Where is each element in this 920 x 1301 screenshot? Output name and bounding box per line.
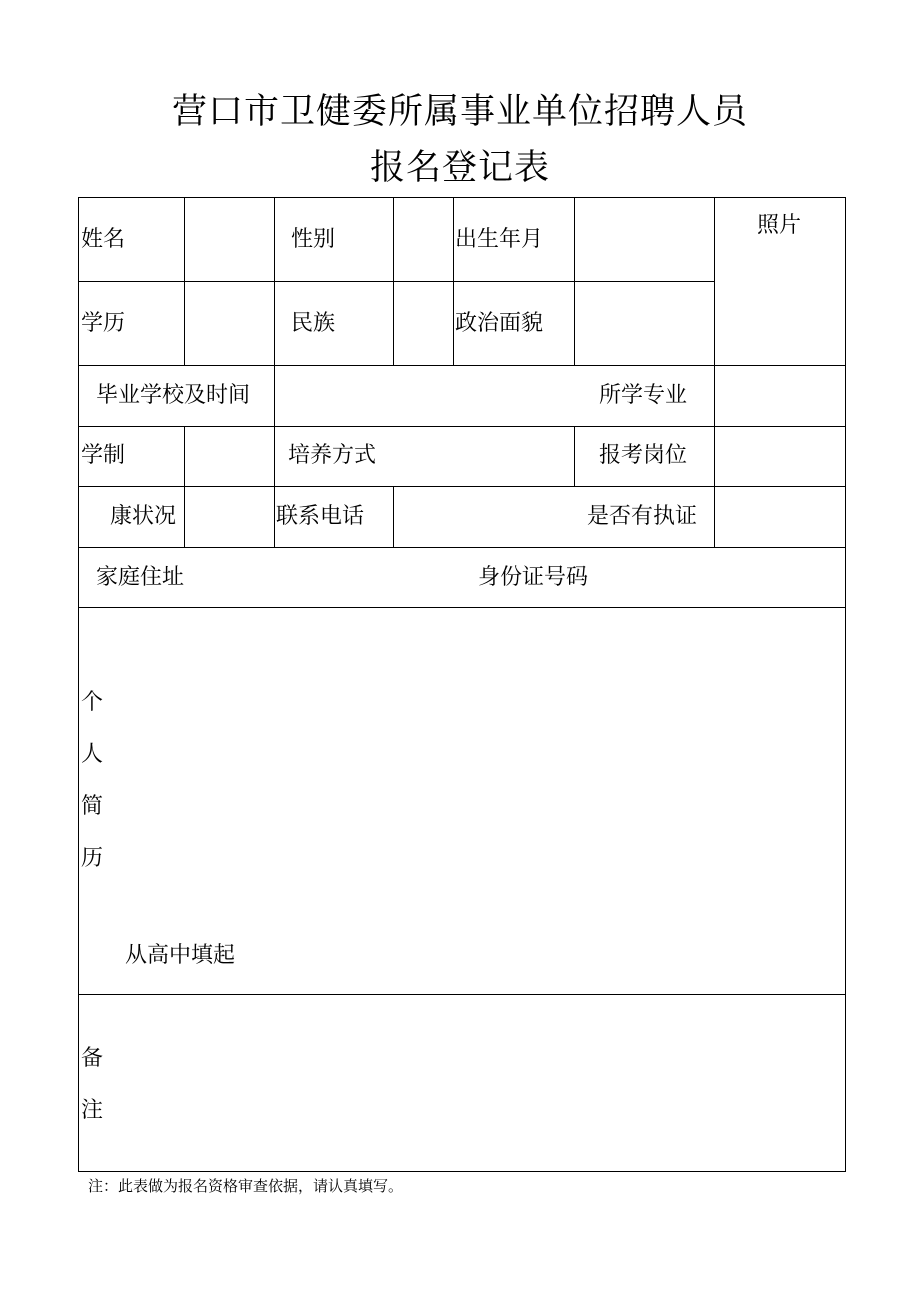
label-name: 姓名 bbox=[81, 227, 126, 252]
col-divider bbox=[274, 198, 275, 365]
row-divider bbox=[79, 426, 845, 427]
resume-char: 人 bbox=[81, 742, 104, 767]
col-divider bbox=[393, 198, 394, 365]
resume-char: 简 bbox=[81, 794, 104, 819]
row-divider bbox=[79, 365, 845, 366]
footnote: 注：此表做为报名资格审查依据，请认真填写。 bbox=[88, 1177, 404, 1195]
remarks-char: 注 bbox=[81, 1098, 104, 1123]
col-divider bbox=[714, 365, 715, 426]
label-address: 家庭住址 bbox=[96, 565, 185, 590]
label-school-time: 毕业学校及时间 bbox=[96, 383, 251, 408]
row-divider bbox=[79, 607, 845, 608]
resume-char: 个 bbox=[81, 690, 104, 715]
row-divider bbox=[79, 547, 845, 548]
col-divider bbox=[274, 365, 275, 426]
label-education: 学历 bbox=[81, 311, 126, 336]
label-phone: 联系电话 bbox=[276, 504, 365, 529]
col-divider bbox=[714, 198, 715, 365]
col-divider bbox=[274, 486, 275, 547]
row-divider bbox=[79, 994, 845, 995]
label-schooling-system: 学制 bbox=[81, 443, 126, 468]
resume-char: 历 bbox=[81, 846, 104, 871]
resume-label bbox=[81, 677, 109, 885]
remarks-char: 备 bbox=[81, 1046, 104, 1071]
col-divider bbox=[184, 198, 185, 365]
label-health: 康状况 bbox=[110, 504, 177, 529]
col-divider bbox=[274, 426, 275, 486]
col-divider bbox=[393, 486, 394, 547]
label-gender: 性别 bbox=[291, 227, 336, 252]
label-photo: 照片 bbox=[757, 213, 802, 238]
label-birth: 出生年月 bbox=[455, 227, 544, 252]
label-id-number: 身份证号码 bbox=[478, 565, 589, 590]
label-political: 政治面貌 bbox=[455, 311, 544, 336]
row-divider bbox=[79, 486, 845, 487]
col-divider bbox=[184, 426, 185, 486]
col-divider bbox=[714, 486, 715, 547]
registration-form bbox=[78, 197, 846, 1172]
remarks-label bbox=[81, 1033, 109, 1137]
row-divider bbox=[79, 281, 714, 282]
label-major: 所学专业 bbox=[599, 383, 688, 408]
label-position: 报考岗位 bbox=[599, 443, 688, 468]
label-certificate: 是否有执证 bbox=[587, 504, 698, 529]
resume-hint: 从高中填起 bbox=[125, 943, 236, 968]
col-divider bbox=[574, 198, 575, 365]
label-training-mode: 培养方式 bbox=[288, 443, 377, 468]
col-divider bbox=[184, 486, 185, 547]
col-divider bbox=[453, 198, 454, 365]
col-divider bbox=[714, 426, 715, 486]
form-title-line2: 报名登记表 bbox=[369, 148, 550, 188]
form-title-line1: 营口市卫健委所属事业单位招聘人员 bbox=[171, 92, 748, 132]
col-divider bbox=[574, 426, 575, 486]
label-ethnicity: 民族 bbox=[291, 311, 336, 336]
